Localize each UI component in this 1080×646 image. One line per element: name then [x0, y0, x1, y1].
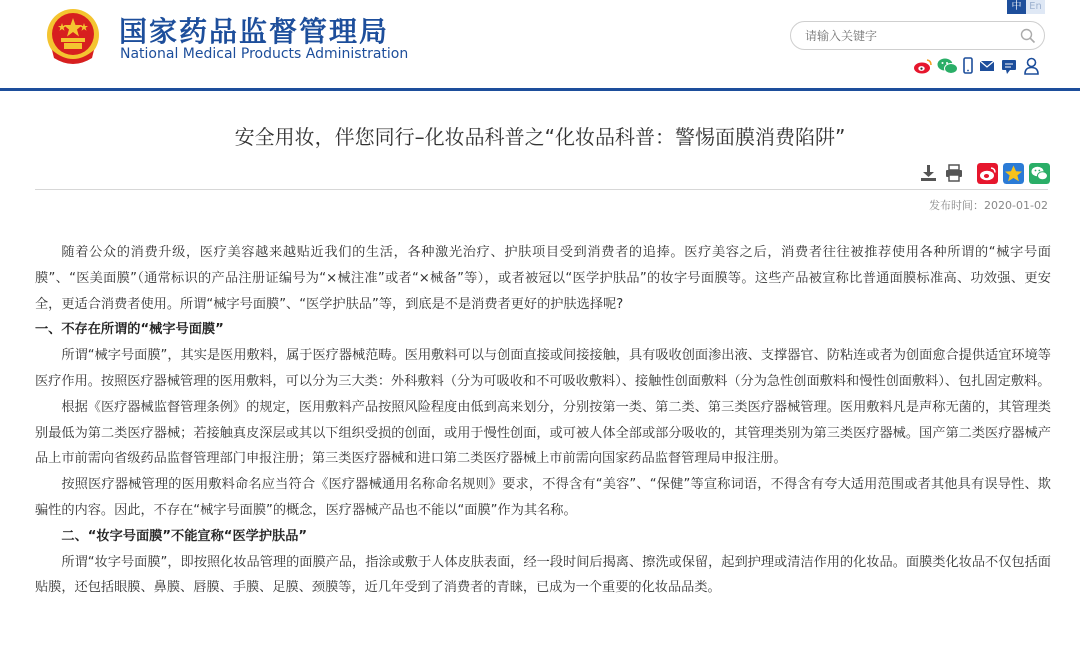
search-box — [790, 21, 1045, 50]
org-name-en[interactable]: National Medical Products Administration — [120, 46, 409, 62]
site-header — [0, 0, 1080, 90]
title-divider — [35, 189, 1048, 190]
share-weibo-icon[interactable] — [977, 163, 998, 184]
section-heading: 二、“妆字号面膜”不能宣称“医学护肤品” — [61, 528, 308, 544]
article-body — [35, 240, 1051, 601]
user-icon[interactable] — [1024, 57, 1039, 75]
article-paragraph: 根据《医疗器械监督管理条例》的规定，医用敷料产品按照风险程度由低到高来划分，分别按第一类、第二类、第三类医疗器械管理。医用敷料凡是声称无菌的，其管理类别最低为第二类医疗器械；若接触真皮深层或其以下组织受损的创面，或用于慢性创面，或可被人体全部或部分吸收的，其管理类别为第三类医疗器械。国产第二类医疗器械产品上市前需向省级药品监督管理部门申报注册；第三类医疗器械和进口第二类医疗器械上市前需向国家药品监督管理局申报注册。 — [35, 399, 1051, 467]
article-paragraph: 所谓“械字号面膜”，其实是医用敷料，属于医疗器械范畴。医用敷料可以与创面直接或间接接触，具有吸收创面渗出液、支撑器官、防粘连或者为创面愈合提供适宜环境等医疗作用。按照医疗器械管理的医用敷料，可以分为三大类：外科敷料（分为可吸收和不可吸收敷料）、接触性创面敷料（分为急性创面敷料和慢性创面敷料）、包扎固定敷料。 — [35, 348, 1051, 389]
wechat-icon[interactable] — [937, 57, 958, 75]
message-icon[interactable] — [1001, 57, 1017, 75]
share-qzone-icon[interactable] — [1003, 163, 1024, 184]
header-divider — [0, 88, 1080, 91]
search-input[interactable] — [805, 27, 1005, 44]
org-name-cn[interactable]: 国家药品监督管理局 — [119, 15, 390, 48]
weibo-icon[interactable] — [913, 57, 933, 75]
article-paragraph: 随着公众的消费升级，医疗美容越来越贴近我们的生活，各种激光治疗、护肤项目受到消费者的追捧。医疗美容之后，消费者往往被推荐使用各种所谓的“械字号面膜”、“医美面膜”（通常标识的产品注册证编号为“×械注准”或者“×械备”等），或者被冠以“医学护肤品”的妆字号面膜等。这些产品被宣称比普通面膜标准高、功效强、更安全，更适合消费者使用。所谓“械字号面膜”、“医学护肤品”等，到底是不是消费者更好的护肤选择呢? — [35, 245, 1051, 312]
national-emblem-icon[interactable] — [44, 8, 102, 66]
mobile-icon[interactable] — [963, 57, 973, 75]
download-icon[interactable] — [920, 164, 937, 182]
section-heading: 一、不存在所谓的“械字号面膜” — [35, 322, 224, 338]
share-wechat-icon[interactable] — [1029, 163, 1050, 184]
lang-switch-cn[interactable]: 中 — [1007, 0, 1026, 14]
article-paragraph: 按照医疗器械管理的医用敷料命名应当符合《医疗器械通用名称命名规则》要求，不得含有“美容”、“保健”等宣称词语，不得含有夸大适用范围或者其他具有误导性、欺骗性的内容。因此，不存在“械字号面膜”的概念，医疗器械产品也不能以“面膜”作为其名称。 — [35, 477, 1051, 518]
publish-time: 发布时间：2020-01-02 — [929, 199, 1048, 212]
search-icon[interactable] — [1020, 28, 1036, 44]
article-title: 安全用妆，伴您同行–化妆品科普之“化妆品科普：警惕面膜消费陷阱” — [234, 125, 846, 149]
lang-switch-en[interactable]: En — [1026, 0, 1045, 14]
email-icon[interactable] — [979, 57, 995, 75]
article-paragraph: 所谓“妆字号面膜”，即按照化妆品管理的面膜产品，指涂或敷于人体皮肤表面，经一段时间后揭离、擦洗或保留，起到护理或清洁作用的化妆品。面膜类化妆品不仅包括面贴膜，还包括眼膜、鼻膜、唇膜、手膜、足膜、颈膜等，近几年受到了消费者的青睐，已成为一个重要的化妆品品类。 — [35, 554, 1051, 596]
print-icon[interactable] — [945, 164, 963, 182]
